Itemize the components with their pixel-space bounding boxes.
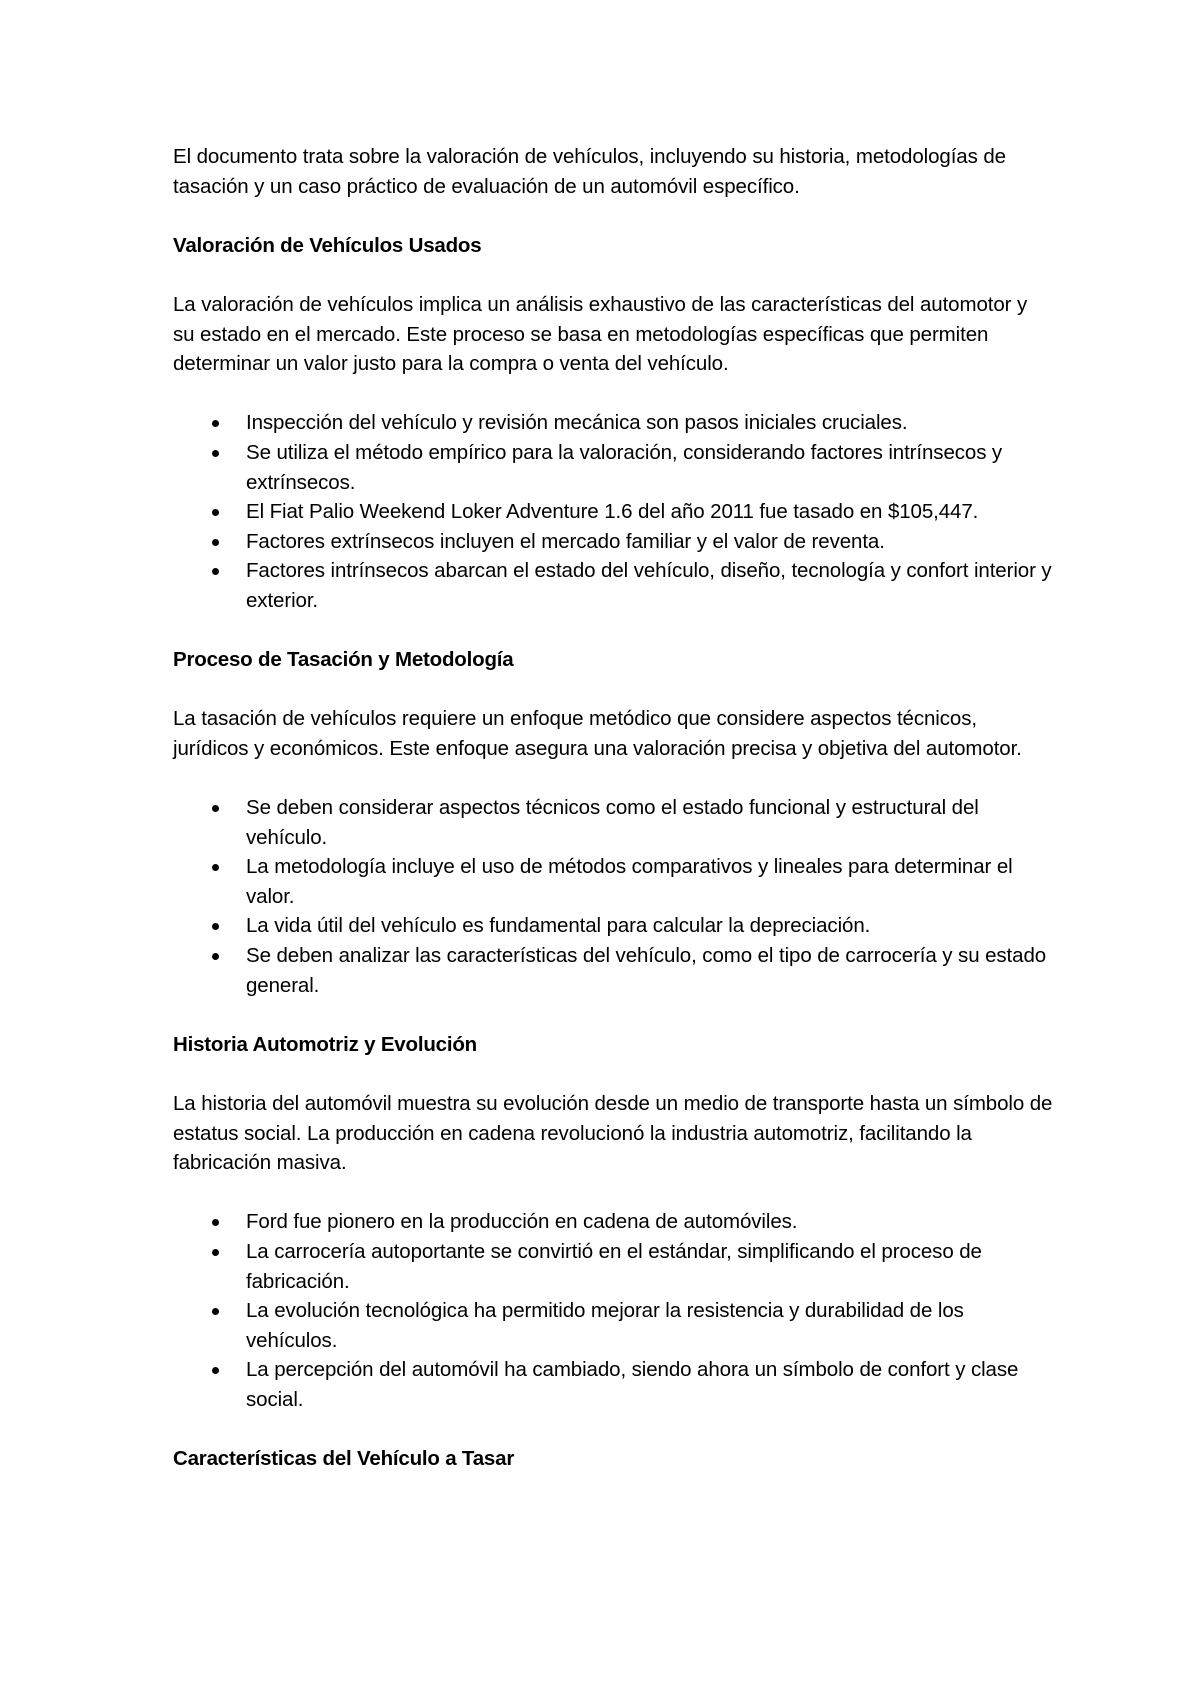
bullet-icon [212, 509, 219, 516]
bullet-list [173, 1207, 1053, 1414]
list-item [173, 497, 1053, 527]
list-item-text: El Fiat Palio Weekend Loker Adventure 1.6 del año 2011 fue tasado en $105,447. [246, 500, 979, 524]
list-item [173, 527, 1053, 557]
bullet-icon [212, 450, 219, 457]
bullet-icon [212, 864, 219, 871]
bullet-icon [212, 1367, 219, 1374]
bullet-icon [212, 420, 219, 427]
spacer [173, 763, 1053, 793]
list-item [173, 911, 1053, 941]
list-item [173, 1207, 1053, 1237]
bullet-icon [212, 805, 219, 812]
section-heading: Proceso de Tasación y Metodología [173, 648, 514, 672]
bullet-list [173, 408, 1053, 615]
section-heading: Características del Vehículo a Tasar [173, 1447, 515, 1471]
list-item-text: Se deben considerar aspectos técnicos como el estado funcional y estructural del vehículo. [246, 796, 979, 849]
spacer [173, 201, 1053, 231]
spacer [173, 675, 1053, 705]
list-item-text: La percepción del automóvil ha cambiado, siendo ahora un símbolo de confort y clase social. [246, 1358, 1019, 1411]
spacer [173, 1059, 1053, 1089]
list-item [173, 1237, 1053, 1296]
list-item-text: La vida útil del vehículo es fundamental para calcular la depreciación. [246, 914, 871, 938]
spacer [173, 260, 1053, 290]
bullet-icon [212, 539, 219, 546]
bullet-icon [212, 568, 219, 575]
list-item-text: La carrocería autoportante se convirtió en el estándar, simplificando el proceso de fabricación. [246, 1239, 982, 1293]
list-item [173, 852, 1053, 911]
section-heading: Valoración de Vehículos Usados [173, 233, 482, 257]
section-paragraph: La valoración de vehículos implica un análisis exhaustivo de las características del automotor y su estado en el mercado. Este proceso se basa en metodologías específicas que permiten determinar un valor justo para la compra o venta del vehículo. [173, 292, 1028, 376]
list-item [173, 408, 1053, 438]
list-item [173, 438, 1053, 497]
list-item [173, 556, 1053, 615]
bullet-icon [212, 923, 219, 930]
bullet-icon [212, 1219, 219, 1226]
list-item-text: Se utiliza el método empírico para la valoración, considerando factores intrínsecos y extrínsecos. [246, 440, 1003, 494]
intro-paragraph: El documento trata sobre la valoración de vehículos, incluyendo su historia, metodologías de tasación y un caso práctico de evaluación de un automóvil específico. [173, 145, 1006, 198]
list-item-text: La evolución tecnológica ha permitido mejorar la resistencia y durabilidad de los vehículos. [246, 1299, 964, 1352]
list-item-text: Inspección del vehículo y revisión mecánica son pasos iniciales cruciales. [246, 411, 908, 435]
section-paragraph: La historia del automóvil muestra su evolución desde un medio de transporte hasta un símbolo de estatus social. La producción en cadena revolucionó la industria automotriz, facilitando la fabricación masiva. [173, 1092, 1053, 1175]
bullet-icon [212, 1249, 219, 1256]
list-item-text: La metodología incluye el uso de métodos comparativos y lineales para determinar el valor. [246, 855, 1013, 908]
list-item [173, 793, 1053, 852]
list-item-text: Factores intrínsecos abarcan el estado del vehículo, diseño, tecnología y confort interior y exterior. [246, 559, 1052, 612]
spacer [173, 1178, 1053, 1208]
list-item [173, 941, 1053, 1000]
list-item-text: Ford fue pionero en la producción en cadena de automóviles. [246, 1210, 798, 1234]
spacer [173, 616, 1053, 646]
spacer [173, 379, 1053, 409]
bullet-icon [212, 953, 219, 960]
document-body [173, 142, 1053, 1474]
list-item [173, 1355, 1053, 1414]
list-item-text: Se deben analizar las características del vehículo, como el tipo de carrocería y su estado general. [246, 944, 1047, 997]
section-paragraph: La tasación de vehículos requiere un enfoque metódico que considere aspectos técnicos, jurídicos y económicos. Este enfoque asegura una valoración precisa y objetiva del automotor. [173, 707, 1022, 760]
list-item-text: Factores extrínsecos incluyen el mercado familiar y el valor de reventa. [246, 529, 885, 553]
spacer [173, 1415, 1053, 1445]
bullet-list [173, 793, 1053, 1000]
list-item [173, 1296, 1053, 1355]
bullet-icon [212, 1308, 219, 1315]
spacer [173, 1000, 1053, 1030]
section-heading: Historia Automotriz y Evolución [173, 1032, 477, 1056]
